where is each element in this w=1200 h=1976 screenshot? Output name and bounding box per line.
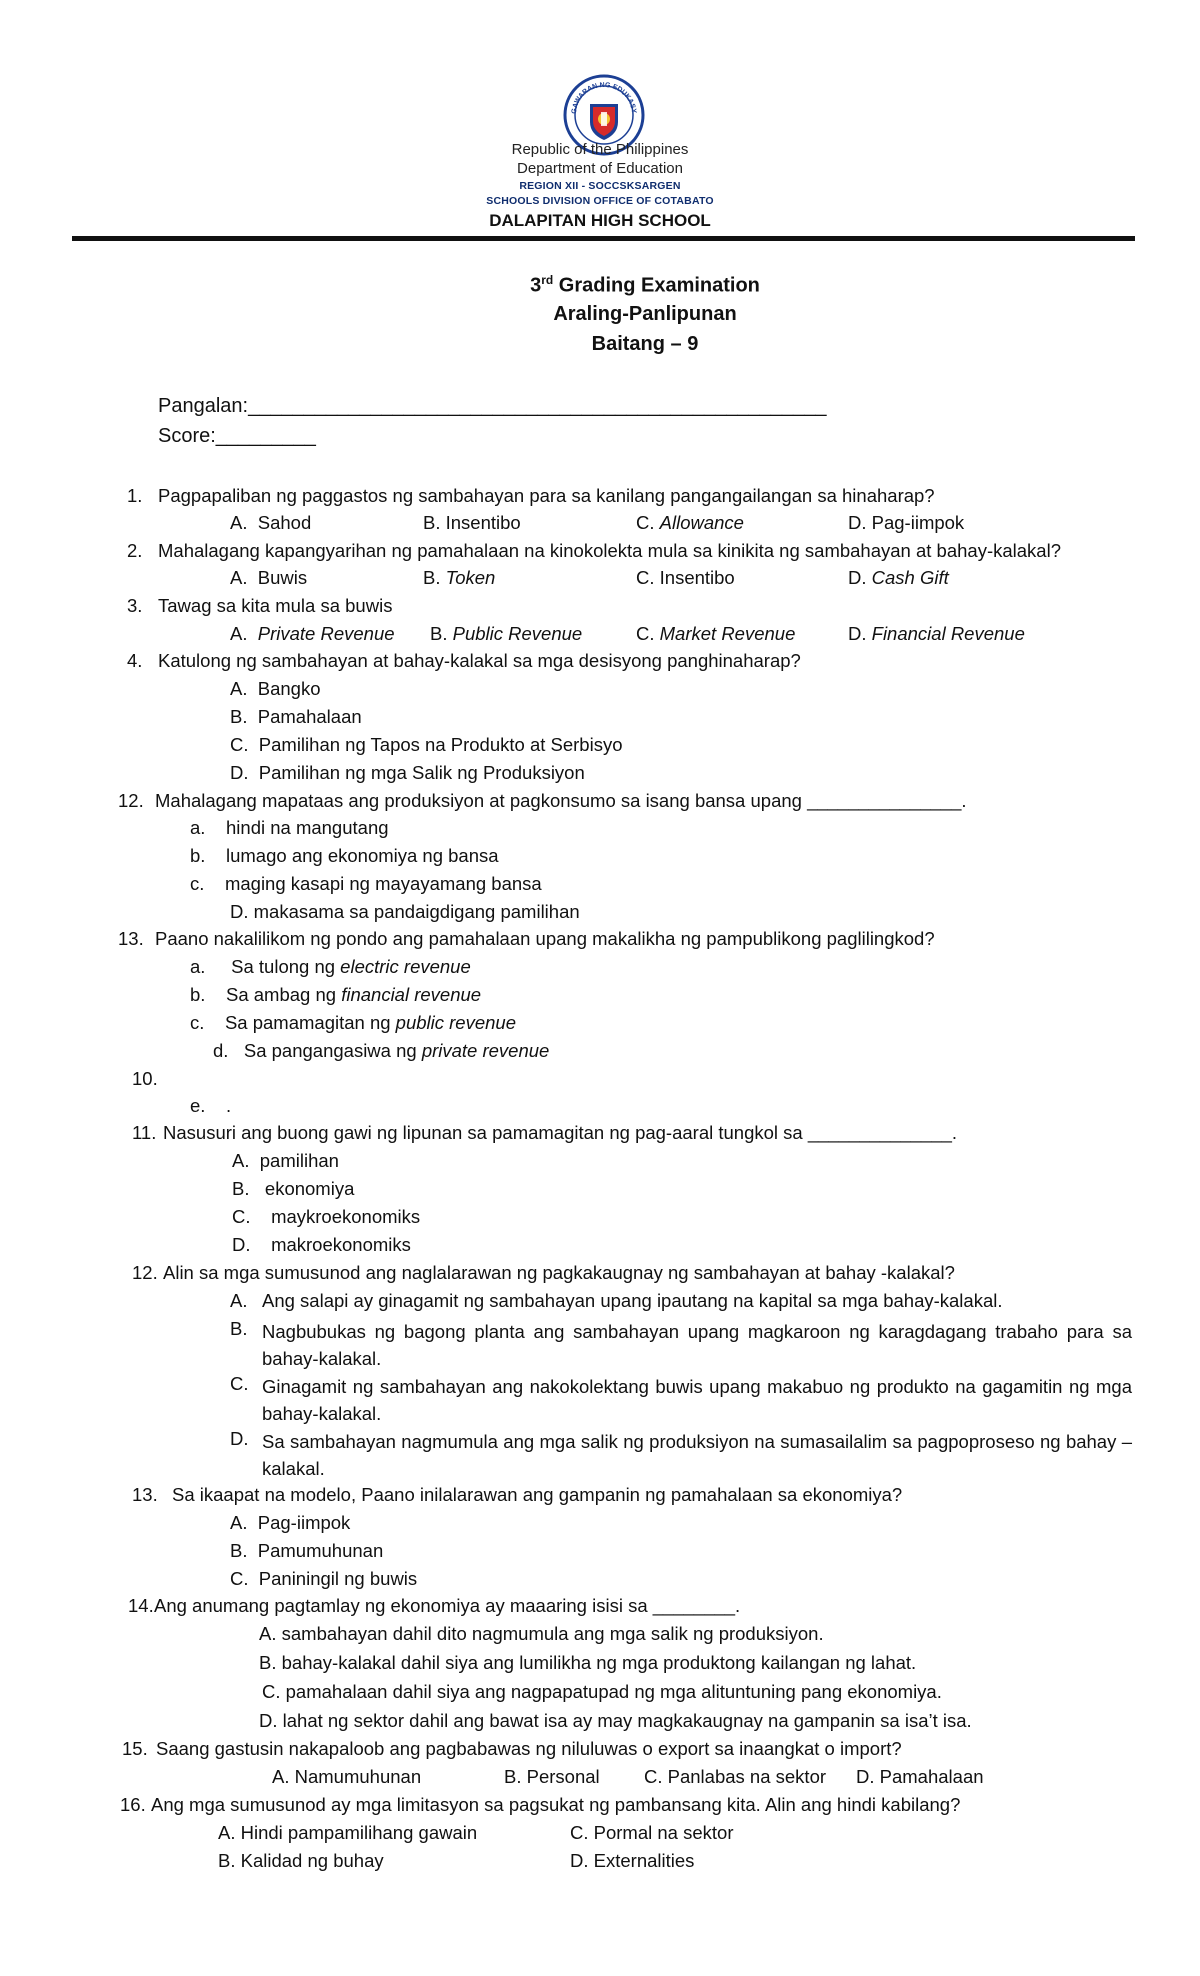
question-text: Saang gastusin nakapaloob ang pagbabawas ng niluluwas o export sa inaangkat o import?	[156, 1738, 902, 1759]
choice: D. makasama sa pandaigdigang pamilihan	[230, 901, 580, 922]
name-field[interactable]: Pangalan:____________________________________________________	[158, 395, 827, 417]
choice: A. Buwis	[230, 567, 308, 588]
choice: C. Insentibo	[636, 567, 735, 588]
header-department: Department of Education	[517, 160, 683, 177]
choice: A. Pag-iimpok	[230, 1512, 351, 1533]
exam-title: 3rd Grading Examination	[530, 273, 760, 297]
question-number: 1.	[127, 485, 143, 506]
choice: A. sambahayan dahil dito nagmumula ang mga salik ng produksiyon.	[259, 1623, 824, 1644]
question-text: Ang anumang pagtamlay ng ekonomiya ay maaaring isisi sa ________.	[154, 1595, 741, 1616]
choice: B. Public Revenue	[430, 623, 583, 644]
choice: A. Sahod	[230, 512, 312, 533]
header-divider	[72, 236, 1135, 241]
question-number: 13.	[118, 928, 144, 949]
choice: C. Pormal na sektor	[570, 1822, 734, 1843]
question-text: Mahalagang kapangyarihan ng pamahalaan na kinokolekta mula sa kinikita ng sambahayan at bahay-kalakal?	[158, 540, 1061, 561]
choice: B. Pamumuhunan	[230, 1540, 384, 1561]
choice: C. Market Revenue	[636, 623, 796, 644]
choice: B. Personal	[504, 1766, 600, 1787]
question-number: 14.	[128, 1595, 154, 1616]
question-text: Paano nakalilikom ng pondo ang pamahalaan upang makalikha ng pampublikong paglilingkod?	[155, 928, 935, 949]
choice: C. pamahalaan dahil siya ang nagpapatupad ng mga alituntuning pang ekonomiya.	[262, 1681, 942, 1702]
question-text: Sa ikaapat na modelo, Paano inilalarawan ang gampanin ng pamahalaan sa ekonomiya?	[172, 1484, 903, 1505]
question-text: Pagpapaliban ng paggastos ng sambahayan para sa kanilang pangangailangan sa hinaharap?	[158, 485, 935, 506]
choice-label: C.	[230, 1373, 249, 1394]
choice: A. Hindi pampamilihang gawain	[218, 1822, 478, 1843]
choice: D. Cash Gift	[848, 567, 949, 588]
question-text: Ang mga sumusunod ay mga limitasyon sa pagsukat ng pambansang kita. Alin ang hindi kabilang?	[151, 1794, 961, 1815]
choice: e. .	[190, 1095, 232, 1116]
choice: B. ekonomiya	[232, 1178, 355, 1199]
choice: c. Sa pamamagitan ng public revenue	[190, 1012, 517, 1033]
question-number: 3.	[127, 595, 143, 616]
choice: C. Pamilihan ng Tapos na Produkto at Serbisyo	[230, 734, 623, 755]
exam-subject: Araling-Panlipunan	[553, 303, 737, 325]
choice: c. maging kasapi ng mayayamang bansa	[190, 873, 542, 894]
question-number: 13.	[132, 1484, 158, 1505]
choice: A. Bangko	[230, 678, 321, 699]
choice: D. Pag-iimpok	[848, 512, 965, 533]
choice: C. maykroekonomiks	[232, 1206, 421, 1227]
choice: a. hindi na mangutang	[190, 817, 389, 838]
choice: b. lumago ang ekonomiya ng bansa	[190, 845, 499, 866]
choice: B. bahay-kalakal dahil siya ang lumilikha ng mga produktong kailangan ng lahat.	[259, 1652, 917, 1673]
choice: B. Kalidad ng buhay	[218, 1850, 384, 1871]
choice-text: Ginagamit ng sambahayan ang nakokolektang buwis upang makabuo ng produkto na gagamitin ng mga bahay-kalakal.	[262, 1376, 1132, 1424]
choice-label: A.	[230, 1290, 248, 1311]
choice-text: Ang salapi ay ginagamit ng sambahayan upang ipautang na kapital sa mga bahay-kalakal.	[262, 1290, 1003, 1311]
choice: D. Pamilihan ng mga Salik ng Produksiyon	[230, 762, 585, 783]
choice: B. Token	[423, 567, 496, 588]
choice: C. Allowance	[636, 512, 744, 533]
choice-label: B.	[230, 1318, 248, 1339]
choice-text: Sa sambahayan nagmumula ang mga salik ng produksiyon na sumasailalim sa pagpoproseso ng bahay –kalakal.	[262, 1431, 1132, 1479]
choice: D. makroekonomiks	[232, 1234, 411, 1255]
choice: D. lahat ng sektor dahil ang bawat isa ay may magkakaugnay na gampanin sa isa’t isa.	[259, 1710, 972, 1731]
svg-text:KAGAWARAN NG EDUKASYON: GAWARAN NG EDUKASY	[570, 81, 638, 115]
choice: C. Paniningil ng buwis	[230, 1568, 418, 1589]
question-text: Alin sa mga sumusunod ang naglalarawan ng pagkakaugnay ng sambahayan at bahay -kalakal?	[163, 1262, 955, 1283]
choice: b. Sa ambag ng financial revenue	[190, 984, 482, 1005]
question-number: 12.	[118, 790, 144, 811]
choice: B. Insentibo	[423, 512, 521, 533]
question-number: 10.	[132, 1068, 158, 1089]
question-number: 12.	[132, 1262, 158, 1283]
choice: A. Namumuhunan	[272, 1766, 422, 1787]
exam-grade: Baitang – 9	[591, 333, 699, 355]
choice: a. Sa tulong ng electric revenue	[190, 956, 471, 977]
header-division: SCHOOLS DIVISION OFFICE OF COTABATO	[486, 195, 714, 207]
choice-label: D.	[230, 1428, 249, 1449]
header-region: REGION XII - SOCCSKSARGEN	[519, 180, 681, 192]
choice: D. Financial Revenue	[848, 623, 1025, 644]
question-text: Tawag sa kita mula sa buwis	[158, 595, 393, 616]
question-text: Nasusuri ang buong gawi ng lipunan sa pamamagitan ng pag-aaral tungkol sa ______________.	[163, 1122, 958, 1143]
question-number: 11.	[132, 1122, 157, 1143]
question-number: 2.	[127, 540, 143, 561]
question-number: 4.	[127, 650, 143, 671]
choice: D. Pamahalaan	[856, 1766, 984, 1787]
header-school: DALAPITAN HIGH SCHOOL	[489, 211, 711, 230]
header-country: Republic of the Philippines	[511, 141, 689, 158]
question-number: 16.	[120, 1794, 146, 1815]
score-field[interactable]: Score:_________	[158, 425, 316, 447]
choice-text: Nagbubukas ng bagong planta ang sambahayan upang magkaroon ng karagdagang trabaho para sa bahay-kalakal.	[262, 1321, 1132, 1369]
choice: A. pamilihan	[232, 1150, 339, 1171]
choice: D. Externalities	[570, 1850, 695, 1871]
choice: B. Pamahalaan	[230, 706, 362, 727]
choice: C. Panlabas na sektor	[644, 1766, 827, 1787]
question-text: Mahalagang mapataas ang produksiyon at pagkonsumo sa isang bansa upang _______________.	[155, 790, 967, 811]
question-text: Katulong ng sambahayan at bahay-kalakal sa mga desisyong panghinaharap?	[158, 650, 801, 671]
choice: d. Sa pangangasiwa ng private revenue	[213, 1040, 550, 1061]
question-number: 15.	[122, 1738, 148, 1759]
choice: A. Private Revenue	[230, 623, 395, 644]
